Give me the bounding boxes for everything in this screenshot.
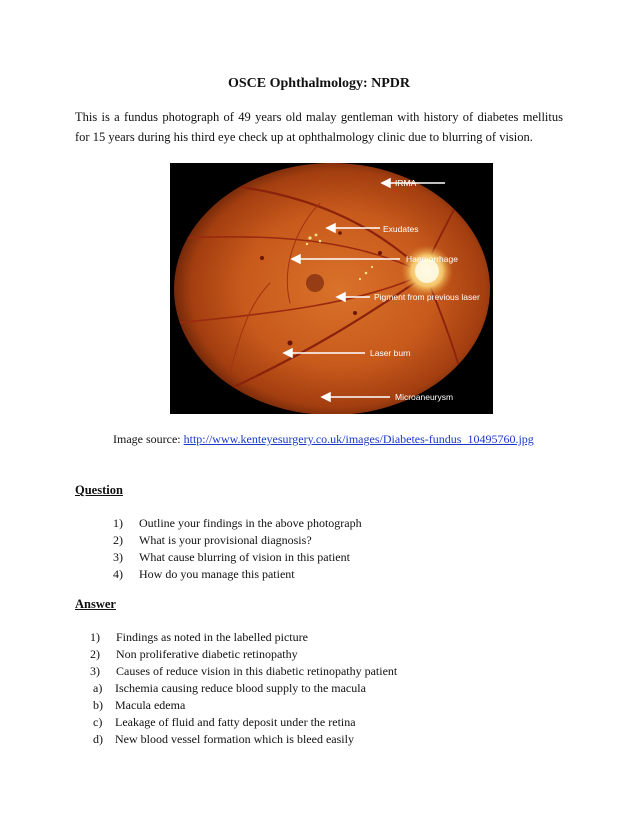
item-letter: a) (93, 681, 103, 695)
label-exudates: Exudates (383, 224, 419, 234)
answer-sub-list (93, 680, 366, 748)
item-text: Ischemia causing reduce blood supply to the macula (115, 681, 366, 695)
item-letter: c) (93, 715, 103, 729)
label-haemorrhage: Haemorrhage (406, 254, 458, 264)
question-heading: Question (75, 483, 123, 497)
item-text: What is your provisional diagnosis? (139, 533, 312, 547)
item-letter: b) (93, 698, 103, 712)
item-number: 2) (90, 647, 100, 661)
list-item (90, 646, 397, 663)
answer-heading: Answer (75, 597, 116, 611)
list-item (113, 549, 362, 566)
question-list (113, 515, 362, 583)
list-item (93, 697, 366, 714)
item-text: New blood vessel formation which is bleed easily (115, 732, 354, 746)
item-number: 4) (113, 567, 123, 581)
list-item (113, 532, 362, 549)
image-source-prefix: Image source: (113, 432, 184, 446)
item-text: How do you manage this patient (139, 567, 295, 581)
item-text: Non proliferative diabetic retinopathy (116, 647, 298, 661)
intro-paragraph: This is a fundus photograph of 49 years old malay gentleman with history of diabetes mellitus for 15 years during his third eye check up at ophthalmology clinic due to blurring of vision. (75, 110, 563, 144)
label-irma: IRMA (395, 178, 417, 188)
item-text: Causes of reduce vision in this diabetic retinopathy patient (116, 664, 398, 678)
item-text: Findings as noted in the labelled picture (116, 630, 308, 644)
fundus-photograph (170, 163, 493, 414)
list-item (113, 515, 362, 532)
list-item (93, 680, 366, 697)
list-item (90, 663, 397, 680)
item-text: What cause blurring of vision in this patient (139, 550, 350, 564)
label-laser-burn: Laser burn (370, 348, 411, 358)
page-title: OSCE Ophthalmology: NPDR (227, 76, 411, 91)
list-item (93, 714, 366, 731)
item-text: Macula edema (115, 698, 186, 712)
item-number: 3) (90, 664, 100, 678)
item-number: 3) (113, 550, 123, 564)
item-number: 2) (113, 533, 123, 547)
answer-list (90, 629, 397, 680)
list-item (93, 731, 366, 748)
label-pigment: Pigment from previous laser (374, 292, 480, 302)
list-item (90, 629, 397, 646)
label-microaneurysm: Microaneurysm (395, 392, 454, 402)
item-number: 1) (90, 630, 100, 644)
item-text: Leakage of fluid and fatty deposit under the retina (115, 715, 356, 729)
item-text: Outline your findings in the above photograph (139, 516, 362, 530)
image-source-link[interactable]: http://www.kenteyesurgery.co.uk/images/Diabetes-fundus_10495760.jpg (183, 432, 534, 446)
item-number: 1) (113, 516, 123, 530)
list-item (113, 566, 362, 583)
image-source (113, 432, 534, 447)
item-letter: d) (93, 732, 103, 746)
